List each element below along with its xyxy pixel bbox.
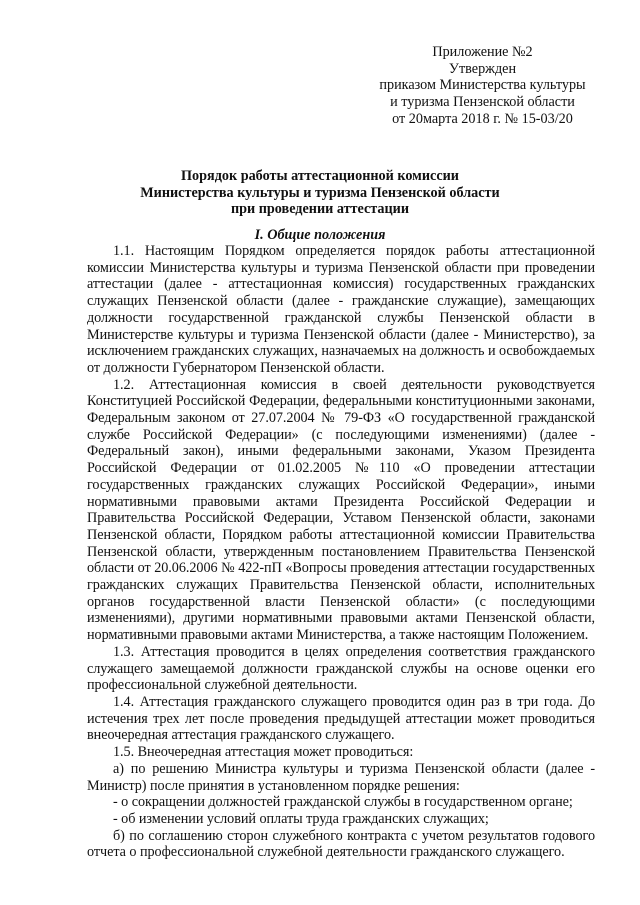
paragraph-item-a: а) по решению Министра культуры и туризма Пензенской области (далее - Министр) после принятия в установленном порядке решения: [87,760,595,794]
section-heading: I. Общие положения [254,227,386,243]
paragraph-1-3: 1.3. Аттестация проводится в целях определения соответствия гражданского служащего замещаемой должности гражданской службы на основе оценки его профессиональной служебной деятельности. [87,643,595,694]
approval-line-appendix: Приложение №2 [432,44,533,60]
approval-line-ministry: и туризма Пензенской области [390,94,575,111]
title-line-1: Порядок работы аттестационной комиссии [181,168,459,184]
title-line-3: при проведении аттестации [230,201,410,218]
approval-line-order: приказом Министерства культуры [379,77,586,94]
paragraph-1-4: 1.4. Аттестация гражданского служащего проводится один раз в три года. До истечения трех лет после проведения предыдущей аттестации может проводиться внеочередная аттестация гражданского служащего. [87,693,595,744]
paragraph-dash-2: - об изменении условий оплаты труда гражданских служащих; [113,810,489,827]
approval-line-date: от 20марта 2018 г. № 15-03/20 [392,110,573,127]
title-line-2: Министерства культуры и туризма Пензенской области [140,184,500,201]
approval-block [370,44,595,127]
approval-line-approved: Утвержден [448,60,517,77]
paragraph-1-5: 1.5. Внеочередная аттестация может проводиться: [113,744,414,761]
paragraph-1-2: 1.2. Аттестационная комиссия в своей деятельности руководствуется Конституцией Российской Федерации, федеральными конституционными законами, Федеральным законом от 27.07.2004 № 79-ФЗ «О государственной гражданской службе Российской Федерации» (с последующими изменениями) (далее - Федеральный закон), иными федеральными законами, Указом Президента Российской Федерации от 01.02.2005 №110 «О проведении аттестации государственных гражданских служащих Российской Федерации», иными нормативными правовыми актами Президента Российской Федерации и Правительства Российской Федерации, Уставом Пензенской области, законами Пензенской области, Порядком работы аттестационной комиссии Правительства Пензенской области, утвержденным постановлением Правительства Пензенской области от 20.06.2006 № 422-пП «Вопросы проведения аттестации государственных гражданских служащих Правительства Пензенской области, исполнительных органов государственной власти Пензенской области» (с последующими изменениями), другими нормативными правовыми актами Пензенской области, нормативными правовыми актами Министерства, а также настоящим Положением. [87,376,595,644]
paragraph-item-b: б) по соглашению сторон служебного контракта с учетом результатов годового отчета о профессиональной служебной деятельности гражданского служащего. [87,827,595,861]
paragraph-dash-1: - о сокращении должностей гражданской службы в государственном органе; [113,794,573,811]
document-body [87,243,595,861]
paragraph-1-1: 1.1. Настоящим Порядком определяется порядок работы аттестационной комиссии Министерства культуры и туризма Пензенской области при проведении аттестации (далее - аттестационная комиссия) государственных гражданских служащих Пензенской области (далее - гражданские служащие), замещающих должности государственной гражданской службы Пензенской области в Министерстве культуры и туризма Пензенской области (далее - Министерство), за исключением гражданских служащих, назначаемых на должность и освобождаемых от должности Губернатором Пензенской области. [87,243,595,376]
document-title [60,168,580,218]
